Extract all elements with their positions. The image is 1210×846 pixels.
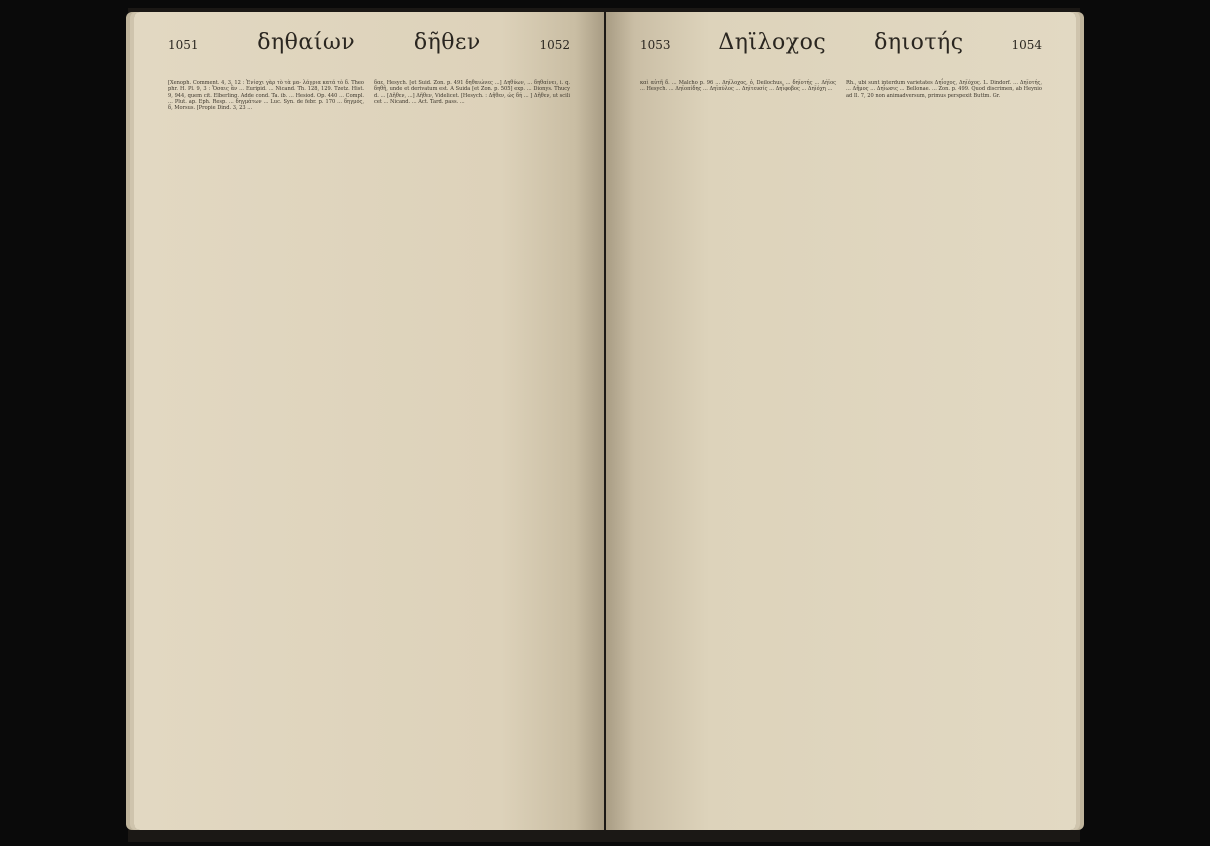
left-page-columns xyxy=(168,80,570,111)
headword-dethen: δῆθεν xyxy=(413,30,481,55)
column-1052-text: δαε, Hesych. [et Suid. Zon. p. 491 δηθαιώνες ...] Δηθύων, ... δηθαίνει, i. q. δηθῆ, unde et derivatum est. A Suida [et Zon. p. 505] exp. ... Dionys. Thucyd. ... [Δῆθεν, ...] Δῆθεν, Videlicet. [Hesych. : Δῆθεν, ώς δή ... ] Δῆθεν, ut scilicet ... Nicand. ... Act. Tard. pass. ... xyxy=(374,80,570,105)
right-running-head xyxy=(640,30,1042,62)
right-page-columns xyxy=(640,80,1042,99)
headword-deilochos: Δηϊλοχος xyxy=(718,30,827,55)
page-number-1051: 1051 xyxy=(168,38,199,52)
page-number-1053: 1053 xyxy=(640,38,671,52)
headword-deiotes: δηιοτής xyxy=(874,30,964,55)
column-1053-text: καὶ αὐτῆ δ. ... Malcho p. 96 ... Δηϊλοχος, ὁ, Deilochus, ... δηϊοτής ... Δήϊος ... Hesych. ... Δηϊοπίδης ... Δηϊπύλος ... Δηϊτευσίς ... Δηΐφοβος ... Δηϊόχη ... xyxy=(640,80,836,93)
left-running-head xyxy=(168,30,570,62)
column-1054-text: Rh., ubi sunt interdum varietates Δηΐοχος, Δηϊόχος. L. Dindorf. ... Δηϊοτής, ... Δῆμος ... Δηΐωσις ... Bellonae. ... Zon. p. 499. Quod discrimen, ab Heynio ad Il. 7, 20 non animadversum, primus perspexit Buttm. Gr. xyxy=(846,80,1042,99)
headword-dethaion: δηθαίων xyxy=(257,30,356,55)
page-number-1052: 1052 xyxy=(539,38,570,52)
left-page xyxy=(134,12,604,830)
right-page xyxy=(606,12,1076,830)
page-number-1054: 1054 xyxy=(1011,38,1042,52)
column-1051-text: [Xenoph. Comment. 4, 3, 12 : Ἐνίσχι γὰρ τὸ τὰ μα- λάγρια κατά τὸ δ. Theophr. H. Pl. 9, 3 : Ὅσαις ἂν ... Euripid. ... Nicand. Th. 128, 129. Tzetz. Hist. 9, 944, quem cit. Elberling. Adde cond. Ta. ib. ... Hesiod. Op. 440 ... Compl. ... Plut. ap. Eph. Resp. ... δηγμάτων ... Luc. Syn. de febr. p. 170 ... δηγμός, δ, Morsus. [Propie Dind. 3, 23 ... xyxy=(168,80,364,112)
